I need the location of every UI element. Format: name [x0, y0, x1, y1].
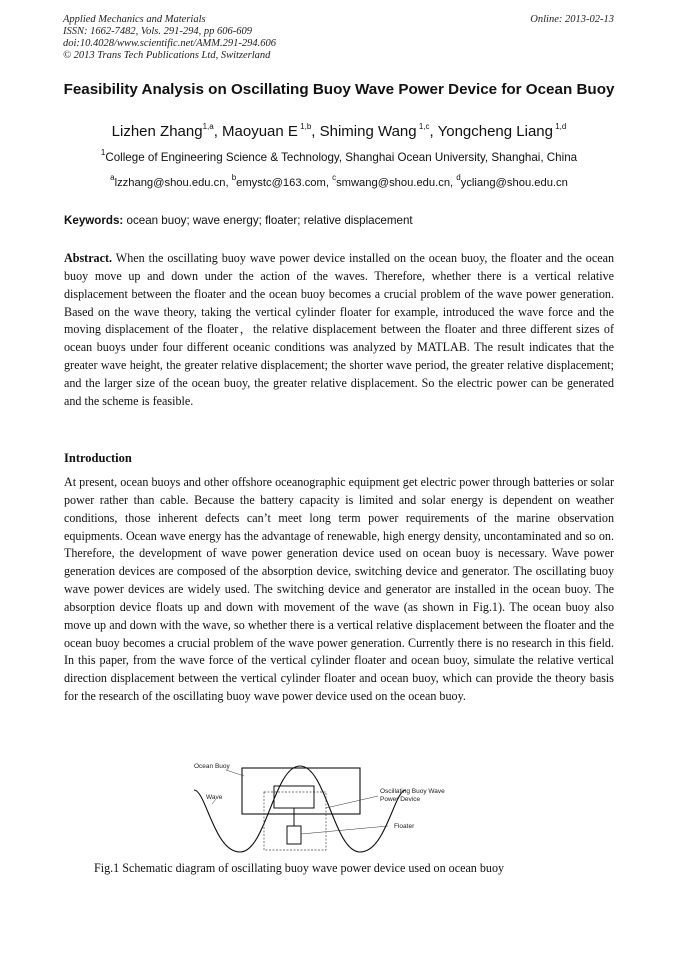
online-date: Online: 2013-02-13 — [530, 14, 614, 25]
paper-title: Feasibility Analysis on Oscillating Buoy Wave Power Device for Ocean Buoy — [63, 81, 615, 98]
author-separator: , — [213, 123, 223, 140]
journal-name: Applied Mechanics and Materials — [63, 14, 206, 25]
email-separator: , — [225, 177, 232, 189]
email-separator: , — [450, 177, 457, 189]
email-address[interactable]: emystc@163.com — [236, 177, 326, 189]
section-heading-introduction: Introduction — [64, 451, 132, 465]
copyright-line: © 2013 Trans Tech Publications Ltd, Switzerland — [63, 50, 271, 61]
email-sup: b — [231, 173, 237, 183]
email-sup: a — [110, 173, 115, 183]
author-affil-sup: 1,a — [202, 122, 214, 131]
author-separator: , — [311, 123, 320, 140]
label-ocean-buoy: Ocean Buoy — [194, 763, 230, 770]
author-list — [40, 122, 638, 142]
author-name: Yongcheng Liang — [437, 123, 553, 140]
author-affil-sup: 1,d — [553, 122, 567, 131]
ocean-buoy-box — [242, 768, 360, 814]
email-separator: , — [325, 177, 333, 189]
author-name: Shiming Wang — [319, 123, 417, 140]
figure-1-caption: Fig.1 Schematic diagram of oscillating buoy wave power device used on ocean buoy — [94, 861, 505, 875]
email-sup: c — [332, 173, 337, 183]
label-device-line1: Oscillating Buoy Wave — [380, 788, 445, 795]
leader-device — [326, 796, 378, 808]
affiliation-sup: 1 — [100, 148, 106, 158]
email-list — [40, 175, 638, 191]
label-device-line2: Power Device — [380, 796, 421, 803]
floater-body — [287, 826, 301, 844]
affiliation — [40, 150, 638, 166]
email-sup: d — [456, 173, 461, 183]
keywords — [64, 213, 624, 229]
email-address[interactable]: lzzhang@shou.edu.cn — [114, 177, 226, 189]
leader-floater — [301, 826, 388, 834]
keywords-text: ocean buoy; wave energy; floater; relative displacement — [123, 214, 413, 227]
figure-1-diagram — [192, 756, 472, 856]
label-floater: Floater — [394, 823, 415, 830]
introduction-text: At present, ocean buoys and other offshore oceanographic equipment get electric power through batteries or solar power rather than cable. Because the battery capacity is limited and solar energy is dependent on weather conditions, those inherent defects can’t meet long term power requirements of the marine observation equipments. Ocean wave energy has the advantage of renewable, high energy density, uncontaminated and so on. Therefore, the development of wave power generation device used on ocean buoy is necessary. Wave power generation devices are composed of the absorption device, switching device and generator. The oscillating buoy wave power devices are widely used. The switching device and generator are installed in the ocean buoy. The absorption device floats up and down with movement of the wave (as shown in Fig.1). The ocean buoy also move up and down with the wave, so whether there is a vertical relative displacement between the floater and the ocean buoy becomes a crucial problem of the wave power generation. Currently there is no research in this field. In this paper, from the wave force of the vertical cylinder floater and ocean buoy, simulate the relative vertical direction displacement between the vertical cylinder floater and ocean buoy, which can provide the theory basis for the research of the oscillating buoy wave power device used on the ocean buoy. — [64, 475, 614, 704]
abstract-label: Abstract. — [64, 251, 113, 265]
author-separator: , — [429, 123, 438, 140]
journal-header — [63, 14, 276, 62]
keywords-label: Keywords: — [64, 214, 124, 227]
author-name: Maoyuan E — [222, 123, 298, 140]
doi-line[interactable]: doi:10.4028/www.scientific.net/AMM.291-294.606 — [63, 38, 276, 49]
leader-ocean-buoy — [226, 770, 244, 776]
label-wave: Wave — [206, 794, 223, 801]
power-device-box — [274, 786, 314, 808]
author-affil-sup: 1,c — [416, 122, 430, 131]
author-name: Lizhen Zhang — [111, 123, 203, 140]
author-affil-sup: 1,b — [297, 122, 312, 131]
abstract-text: When the oscillating buoy wave power device installed on the ocean buoy, the floater and the ocean buoy move up and down under the action of the waves. Therefore, whether there is a vertical relative displacement between the floater and the ocean buoy becomes a crucial problem of the wave power generation. Based on the wave theory, taking the vertical cylinder floater for example, introduced the wave force and the moving displacement of the floater，the relative displacement between the floater and three different sizes of ocean buoys under four different oceanic conditions was analyzed by MATLAB. The result indicates that the greater wave height, the greater relative displacement; the shorter wave period, the greater relative displacement; and the larger size of the ocean buoy, the greater relative displacement. So the electric power can be generated and the scheme is feasible. — [64, 251, 614, 408]
issn-line: ISSN: 1662-7482, Vols. 291-294, pp 606-609 — [63, 26, 252, 37]
abstract — [64, 250, 614, 411]
affiliation-text: College of Engineering Science & Technology, Shanghai Ocean University, Shanghai, China — [105, 151, 578, 164]
email-address[interactable]: ycliang@shou.edu.cn — [460, 177, 568, 189]
wave-curve — [194, 766, 406, 852]
email-address[interactable]: smwang@shou.edu.cn — [336, 177, 451, 189]
